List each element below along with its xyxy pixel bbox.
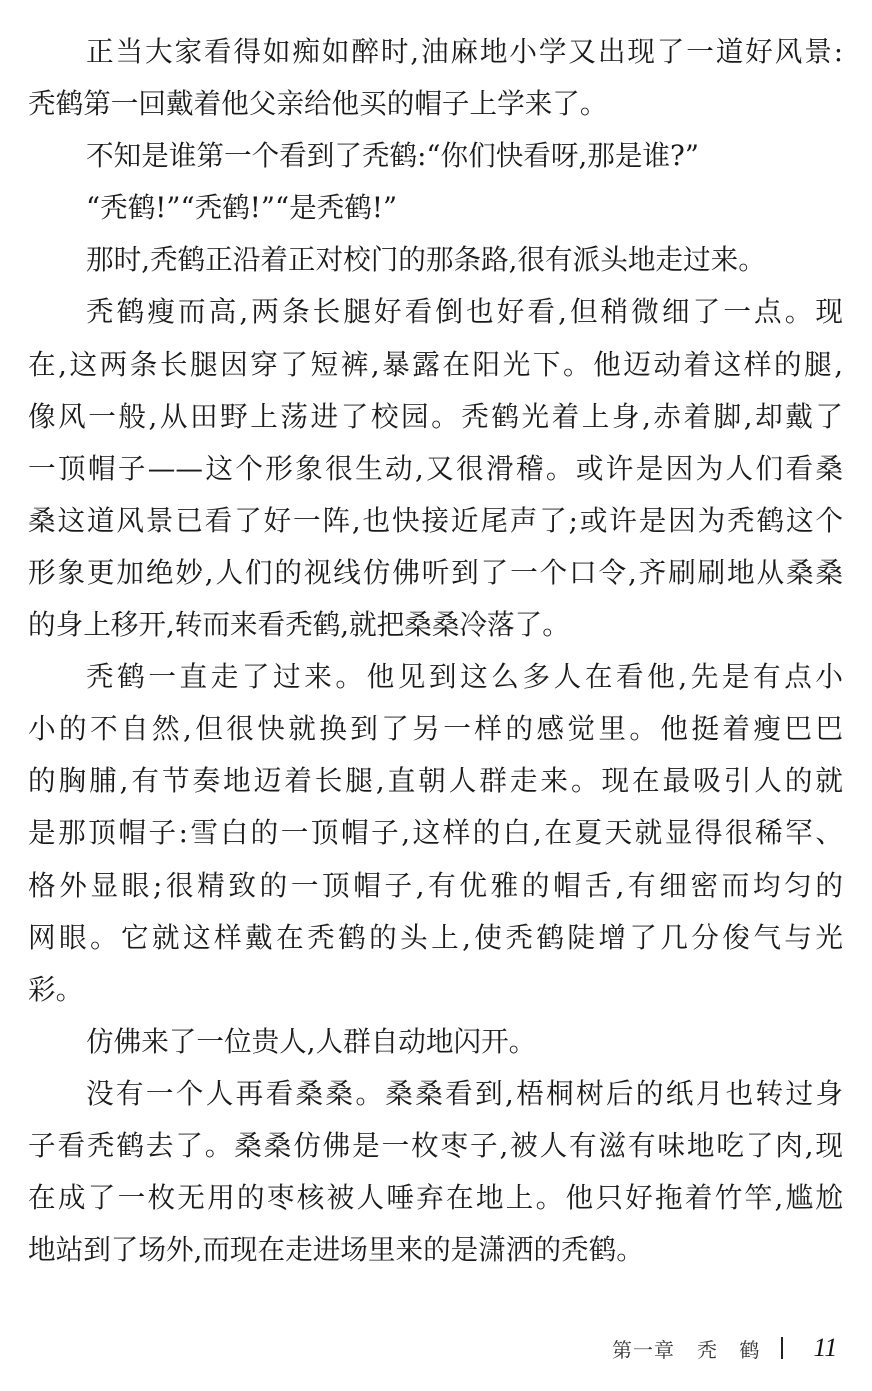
text-line: 秃鹤第一回戴着他父亲给他买的帽子上学来了。 [28,87,608,121]
text-line: 一顶帽子——这个形象很生动,又很滑稽。或许是因为人们看桑 [28,451,843,485]
text-line: 网眼。它就这样戴在秃鹤的头上,使秃鹤陡增了几分俊气与光 [28,920,843,954]
text-line: 的身上移开,转而来看秃鹤,就把桑桑冷落了。 [28,608,570,642]
text-line: 不知是谁第一个看到了秃鹤:“你们快看呀,那是谁?” [86,139,699,173]
text-line: 没有一个人再看桑桑。桑桑看到,梧桐树后的纸月也转过身 [86,1076,843,1110]
chapter-label: 第一章 [612,1337,675,1362]
page-body [28,26,843,1276]
text-line: 彩。 [28,972,84,1006]
text-line: 是那顶帽子:雪白的一顶帽子,这样的白,在夏天就显得很稀罕、 [28,816,843,850]
text-line: 的胸脯,有节奏地迈着长腿,直朝人群走来。现在最吸引人的就 [28,764,843,798]
text-line: 地站到了场外,而现在走进场里来的是潇洒的秃鹤。 [28,1233,644,1267]
text-line: 桑这道风景已看了好一阵,也快接近尾声了;或许是因为秃鹤这个 [28,503,843,537]
text-line: 小的不自然,但很快就换到了另一样的感觉里。他挺着瘦巴巴 [28,712,843,746]
text-line: 仿佛来了一位贵人,人群自动地闪开。 [86,1024,537,1058]
text-line: 正当大家看得如痴如醉时,油麻地小学又出现了一道好风景: [86,35,843,68]
text-line: 在,这两条长腿因穿了短裤,暴露在阳光下。他迈动着这样的腿, [28,347,843,381]
footer-divider [781,1337,783,1359]
text-line: 秃鹤瘦而高,两条长腿好看倒也好看,但稍微细了一点。现 [86,295,843,329]
text-line: 秃鹤一直走了过来。他见到这么多人在看他,先是有点小 [86,660,843,694]
page-number: 11 [813,1333,838,1362]
text-line: 在成了一枚无用的枣核被人唾弃在地上。他只好拖着竹竿,尴尬 [28,1181,843,1215]
text-line: 那时,秃鹤正沿着正对校门的那条路,很有派头地走过来。 [86,243,766,277]
chapter-title: 秃 鹤 [697,1337,768,1362]
text-line: 像风一般,从田野上荡进了校园。秃鹤光着上身,赤着脚,却戴了 [28,399,843,433]
text-line: 子看秃鹤去了。桑桑仿佛是一枚枣子,被人有滋有味地吃了肉,现 [28,1128,843,1162]
text-line: “秃鹤!”“秃鹤!”“是秃鹤!” [86,191,398,225]
page-footer [612,1333,837,1363]
text-line: 形象更加绝妙,人们的视线仿佛听到了一个口令,齐刷刷地从桑桑 [28,555,843,589]
text-line: 格外显眼;很精致的一顶帽子,有优雅的帽舌,有细密而均匀的 [28,868,843,902]
